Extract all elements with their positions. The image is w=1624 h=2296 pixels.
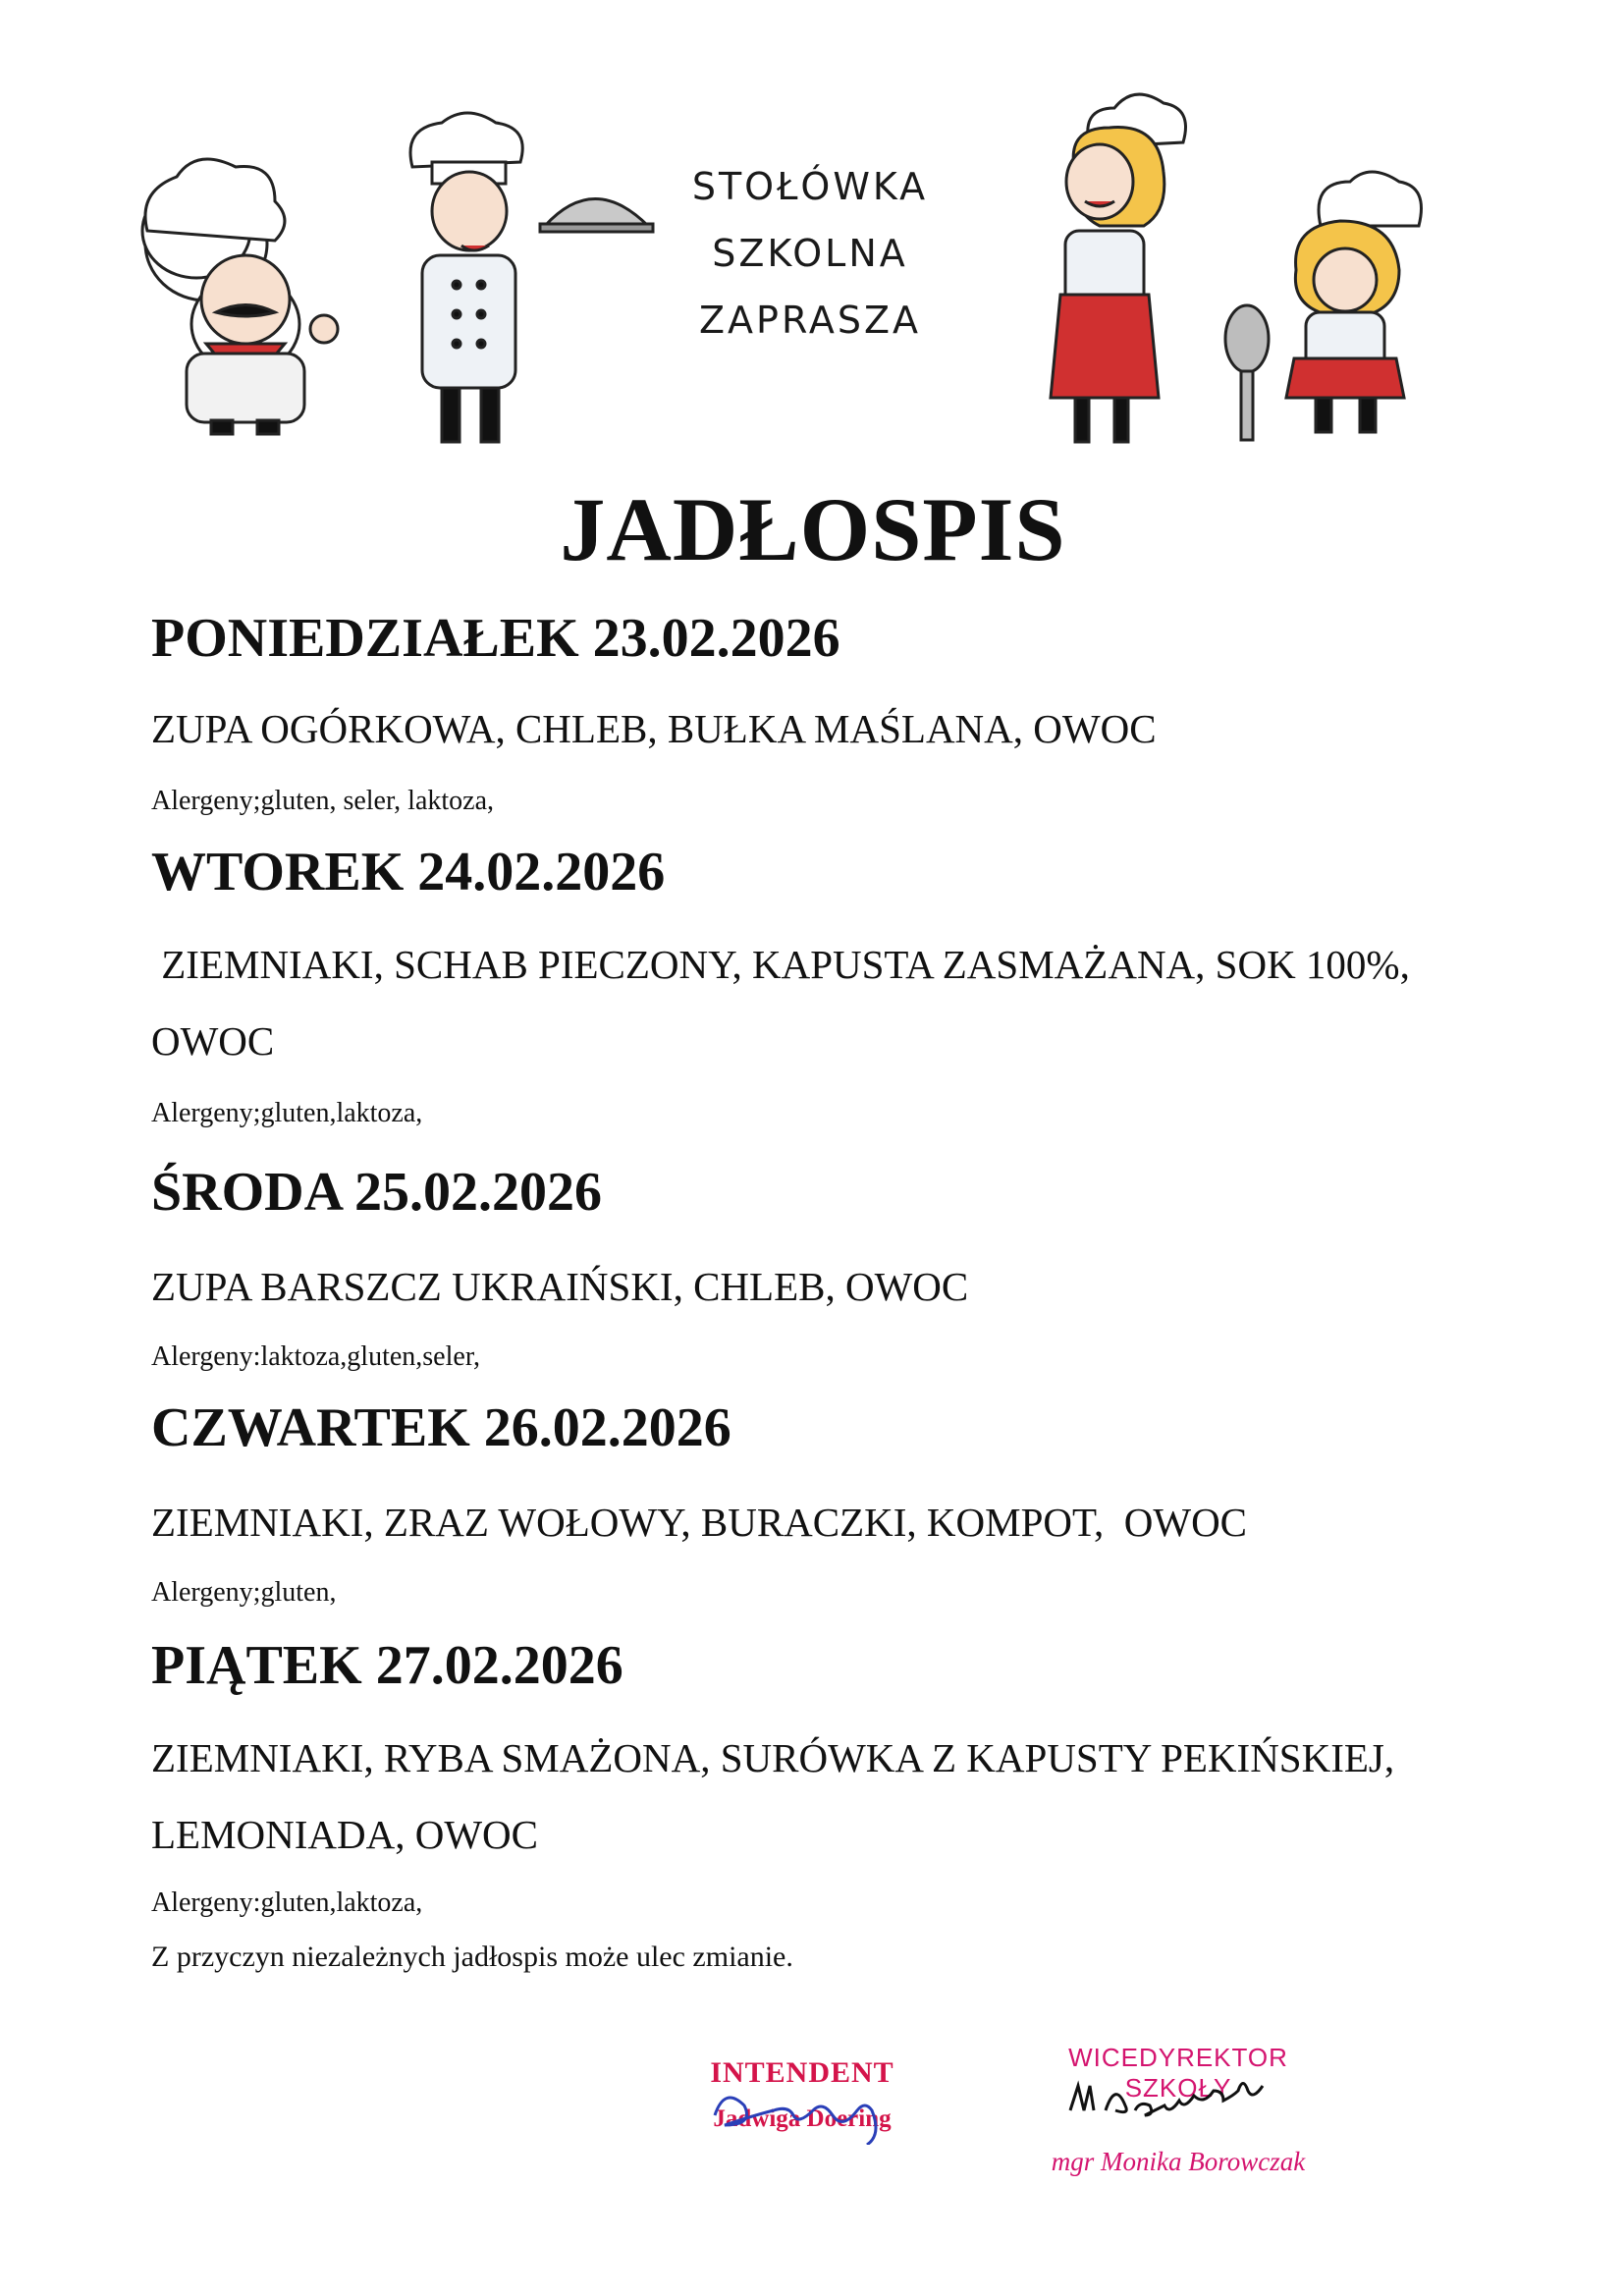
day-heading-monday: PONIEDZIAŁEK 23.02.2026 xyxy=(151,608,840,669)
stamp-intendent-role: INTENDENT xyxy=(710,2056,894,2089)
menu-monday-line-1: ZUPA OGÓRKOWA, CHLEB, BUŁKA MAŚLANA, OWOC xyxy=(151,706,1157,751)
menu-tuesday-line-2: OWOC xyxy=(151,1018,275,1064)
stamp-vice-director-role: WICEDYREKTOR SZKOŁY xyxy=(1068,2043,1288,2103)
day-heading-tuesday: WTOREK 24.02.2026 xyxy=(151,842,666,902)
menu-friday-line-2: LEMONIADA, OWOC xyxy=(151,1812,539,1857)
day-heading-thursday: CZWARTEK 26.02.2026 xyxy=(151,1397,731,1458)
menu-friday-line-1: ZIEMNIAKI, RYBA SMAŻONA, SURÓWKA Z KAPUSTY PEKIŃSKIEJ, xyxy=(151,1735,1395,1780)
slogan-line-3: ZAPRASZA xyxy=(699,299,921,342)
allergens-tuesday: Alergeny;gluten,laktoza, xyxy=(151,1098,423,1128)
change-notice: Z przyczyn niezależnych jadłospis może ulec zmianie. xyxy=(151,1941,793,1973)
allergens-thursday: Alergeny;gluten, xyxy=(151,1577,337,1608)
day-heading-friday: PIĄTEK 27.02.2026 xyxy=(151,1635,623,1696)
chef-woman-icon xyxy=(1051,94,1186,442)
signature-doering-icon xyxy=(705,2066,901,2145)
page-title: JADŁOSPIS xyxy=(560,479,1066,579)
menu-tuesday-line-1: ZIEMNIAKI, SCHAB PIECZONY, KAPUSTA ZASMAŻANA, SOK 100%, xyxy=(151,942,1410,987)
chef-girl-icon xyxy=(1225,172,1422,440)
chef-mustache-icon xyxy=(142,159,338,434)
chef-cloche-icon xyxy=(410,113,653,442)
stamp-intendent-name: Jadwiga Doering xyxy=(713,2105,892,2132)
slogan-line-2: SZKOLNA xyxy=(712,232,908,275)
menu-wednesday-line-1: ZUPA BARSZCZ UKRAIŃSKI, CHLEB, OWOC xyxy=(151,1264,969,1309)
menu-thursday-line-1: ZIEMNIAKI, ZRAZ WOŁOWY, BURACZKI, KOMPOT, OWOC xyxy=(151,1500,1248,1545)
day-heading-wednesday: ŚRODA 25.02.2026 xyxy=(151,1162,602,1223)
stamp-vice-director-name: mgr Monika Borowczak xyxy=(1051,2147,1306,2176)
allergens-wednesday: Alergeny:laktoza,gluten,seler, xyxy=(151,1341,481,1372)
stamp-vice-director xyxy=(1021,2043,1335,2177)
header-illustration xyxy=(0,0,1624,462)
stamp-intendent xyxy=(699,2056,905,2133)
allergens-friday: Alergeny:gluten,laktoza, xyxy=(151,1887,423,1918)
slogan-line-1: STOŁÓWKA xyxy=(691,165,929,208)
signature-borowczak-icon xyxy=(1060,2076,1296,2125)
allergens-monday: Alergeny;gluten, seler, laktoza, xyxy=(151,786,495,816)
